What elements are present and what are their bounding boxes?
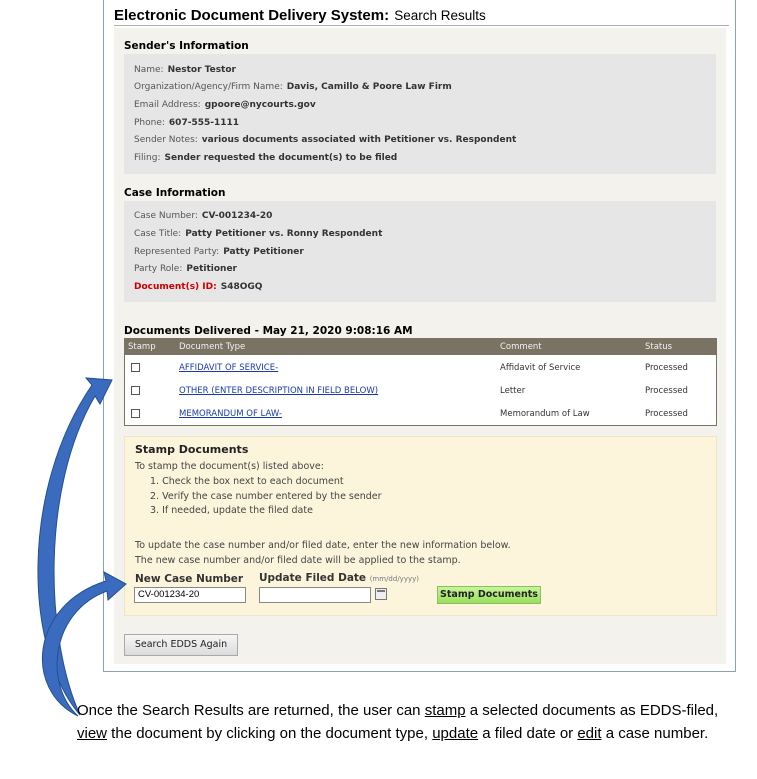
stamp-intro: To stamp the document(s) listed above: xyxy=(135,461,324,472)
case-number: Case Number: CV-001234-20 xyxy=(134,211,273,221)
represented-party: Represented Party: Patty Petitioner xyxy=(134,247,304,257)
stamp-note: The new case number and/or filed date will be applied to the stamp. xyxy=(135,555,461,566)
sender-org: Organization/Agency/Firm Name: Davis, Camillo & Poore Law Firm xyxy=(134,82,452,92)
sender-notes: Sender Notes: various documents associated with Petitioner vs. Respondent xyxy=(134,135,517,145)
page-title-main: Electronic Document Delivery System: xyxy=(114,7,390,24)
sender-filing: Filing: Sender requested the document(s) to be filed xyxy=(134,153,398,163)
col-comment: Comment xyxy=(500,342,542,352)
stamp-step: 1. Check the box next to each document xyxy=(150,476,344,487)
sender-phone: Phone: 607-555-1111 xyxy=(134,118,240,128)
document-id: Document(s) ID: S48OGQ xyxy=(134,282,263,292)
caption-stamp: stamp xyxy=(424,702,466,719)
date-format-hint: (mm/dd/yyyy) xyxy=(369,575,419,583)
document-type-link[interactable]: AFFIDAVIT OF SERVICE- xyxy=(179,363,279,373)
document-status: Processed xyxy=(645,409,688,419)
caption-text: Once the Search Results are returned, the user can stamp a selected documents as EDDS-filed, view the document by clicking on the document type, update a filed date or edit a case number. xyxy=(77,702,719,742)
sender-email: Email Address: gpoore@nycourts.gov xyxy=(134,100,316,110)
document-type-link[interactable]: OTHER (ENTER DESCRIPTION IN FIELD BELOW) xyxy=(179,386,379,396)
case-heading: Case Information xyxy=(124,187,226,199)
new-case-number-label: New Case Number xyxy=(135,573,244,585)
caption-edit: edit xyxy=(577,725,602,742)
document-type-link[interactable]: MEMORANDUM OF LAW- xyxy=(179,409,282,419)
caption-update: update xyxy=(432,725,479,742)
stamp-step: 3. If needed, update the filed date xyxy=(150,505,313,516)
document-status: Processed xyxy=(645,363,688,373)
search-edds-again-button[interactable]: Search EDDS Again xyxy=(124,634,238,656)
document-comment: Letter xyxy=(500,386,526,396)
stamp-note: To update the case number and/or filed date, enter the new information below. xyxy=(135,540,511,551)
update-filed-date-label: Update Filed Date (mm/dd/yyyy) xyxy=(259,572,419,584)
caption-view: view xyxy=(77,725,108,742)
stamp-title: Stamp Documents xyxy=(135,443,249,456)
new-case-number-input[interactable]: CV-001234-20 xyxy=(134,587,246,603)
page-title-sub: Search Results xyxy=(394,8,486,23)
document-comment: Memorandum of Law xyxy=(500,409,590,419)
stamp-step: 2. Verify the case number entered by the sender xyxy=(150,491,382,502)
col-stamp: Stamp xyxy=(128,342,156,352)
col-document-type: Document Type xyxy=(179,342,246,352)
case-title: Case Title: Patty Petitioner vs. Ronny Respondent xyxy=(134,229,383,239)
document-comment: Affidavit of Service xyxy=(500,363,581,373)
documents-heading: Documents Delivered - May 21, 2020 9:08:16 AM xyxy=(124,325,413,337)
col-status: Status xyxy=(645,342,673,352)
document-status: Processed xyxy=(645,386,688,396)
party-role: Party Role: Petitioner xyxy=(134,264,237,274)
stamp-documents-button[interactable]: Stamp Documents xyxy=(437,586,541,604)
sender-name: Name: Nestor Testor xyxy=(134,65,236,75)
sender-heading: Sender's Information xyxy=(124,40,249,52)
